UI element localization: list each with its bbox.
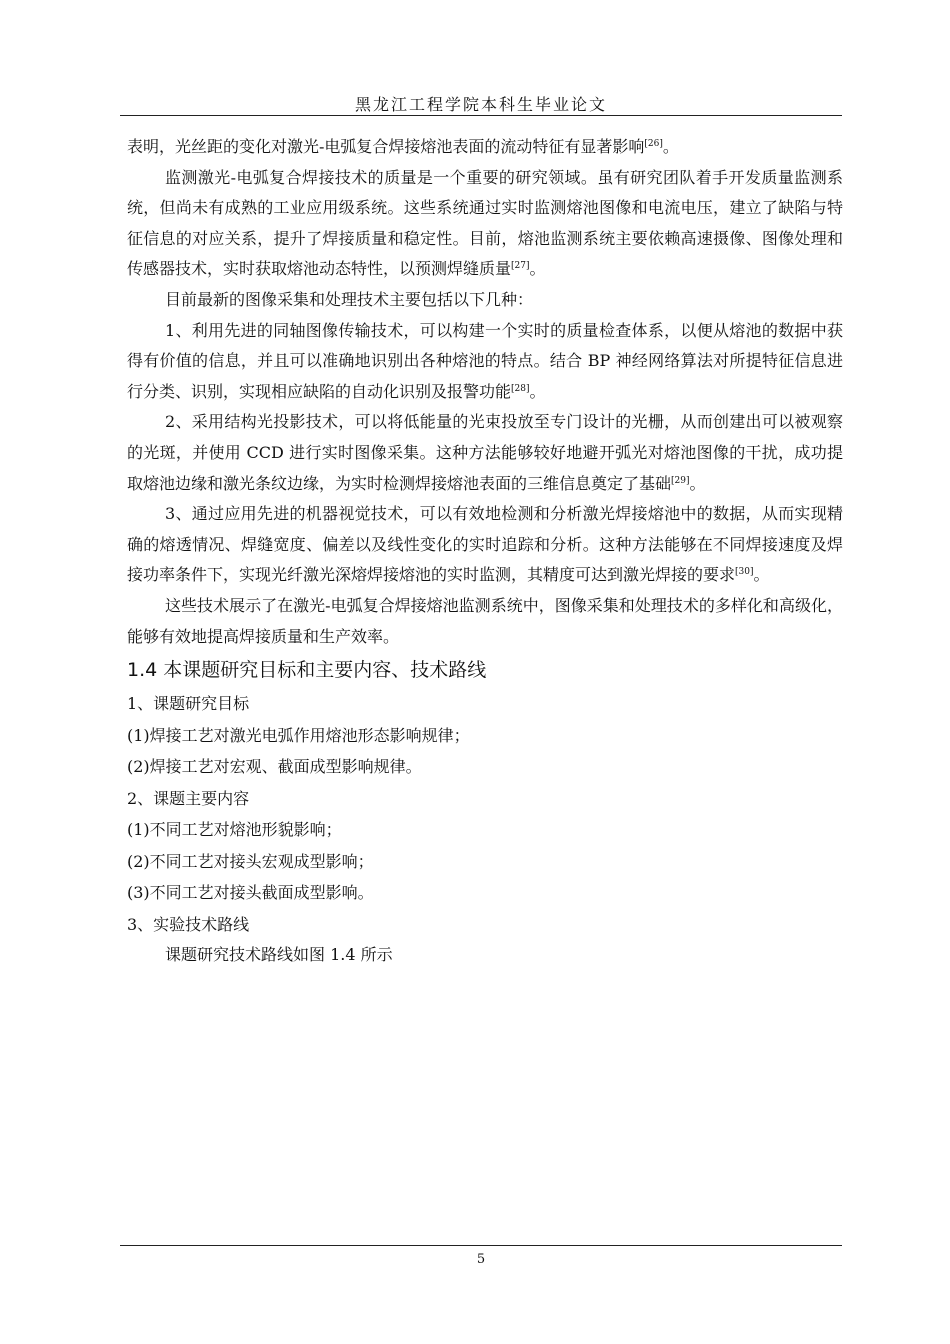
paragraph-text: 监测激光-电弧复合焊接技术的质量是一个重要的研究领域。虽有研究团队着手开发质量监测系统，但尚未有成熟的工业应用级系统。这些系统通过实时监测熔池图像和电流电压，建立了缺陷与特征信息的对应关系，提升了焊接质量和稳定性。目前，熔池监测系统主要依赖高速摄像、图像处理和传感器技术，实时获取熔池动态特性，以预测焊缝质量 [127,167,843,279]
paragraph-text: 目前最新的图像采集和处理技术主要包括以下几种： [165,289,534,309]
citation: [28] [511,383,530,394]
list-item: 1、课题研究目标 [127,694,250,714]
citation: [26] [644,139,663,149]
paragraph-tail: 。 [689,473,706,493]
paragraph-tail: 。 [529,381,546,401]
header-rule [120,115,842,116]
paragraph-text: 3、通过应用先进的机器视觉技术，可以有效地检测和分析激光焊接熔池中的数据，从而实现精确的熔透情况、焊缝宽度、偏差以及线性变化的实时追踪和分析。这种方法能够在不同焊接速度及焊接功率条件下，实现光纤激光深熔焊接熔池的实时监测，其精度可达到激光焊接的要求 [127,504,843,585]
paragraph-text: 1、利用先进的同轴图像传输技术，可以构建一个实时的质量检查体系，以便从熔池的数据中获得有价值的信息，并且可以准确地识别出各种熔池的特点。结合 BP 神经网络算法对所提特征信息进行分类、识别，实现相应缺陷的自动化识别及报警功能 [127,320,843,401]
paragraph-tail: 。 [529,259,546,279]
paragraph-text: 表明，光丝距的变化对激光-电弧复合焊接熔池表面的流动特征有显著影响 [127,137,645,156]
footer-rule [120,1245,842,1246]
list-item: 3、实验技术路线 [127,914,250,934]
citation: [27] [511,261,530,272]
paragraph-1 [127,132,843,163]
list-item: (2)不同工艺对接头宏观成型影响； [127,851,374,871]
paragraph-4 [127,316,843,408]
closing-line: 课题研究技术路线如图 1.4 所示 [165,945,393,965]
paragraph-text: 这些技术展示了在激光-电弧复合焊接熔池监测系统中，图像采集和处理技术的多样化和高级化，能够有效地提高焊接质量和生产效率。 [127,595,843,646]
citation: [29] [671,475,690,486]
paragraph-tail: 。 [753,565,770,585]
paragraph-6 [127,499,843,591]
paragraph-3 [127,285,843,316]
paragraph-2 [127,163,843,285]
list-item: (2)焊接工艺对宏观、截面成型影响规律。 [127,757,422,777]
paragraph-5 [127,407,843,499]
body-text [127,132,843,971]
section-heading: 1.4 本课题研究目标和主要内容、技术路线 [127,659,487,682]
citation: [30] [735,567,754,578]
list-item: (1)不同工艺对熔池形貌影响； [127,820,342,840]
list-item: (3)不同工艺对接头截面成型影响。 [127,883,374,903]
page-header-title: 黑龙江工程学院本科生毕业论文 [354,95,607,114]
list-item: (1)焊接工艺对激光电弧作用熔池形态影响规律； [127,725,470,745]
page-number: 5 [476,1252,486,1267]
paragraph-text: 2、采用结构光投影技术，可以将低能量的光束投放至专门设计的光栅，从而创建出可以被观察的光斑，并使用 CCD 进行实时图像采集。这种方法能够较好地避开弧光对熔池图像的干扰，成功提取熔池边缘和激光条纹边缘，为实时检测焊接熔池表面的三维信息奠定了基础 [127,412,843,493]
list-item: 2、课题主要内容 [127,788,250,808]
paragraph-7 [127,591,843,652]
paragraph-tail: 。 [662,137,679,156]
